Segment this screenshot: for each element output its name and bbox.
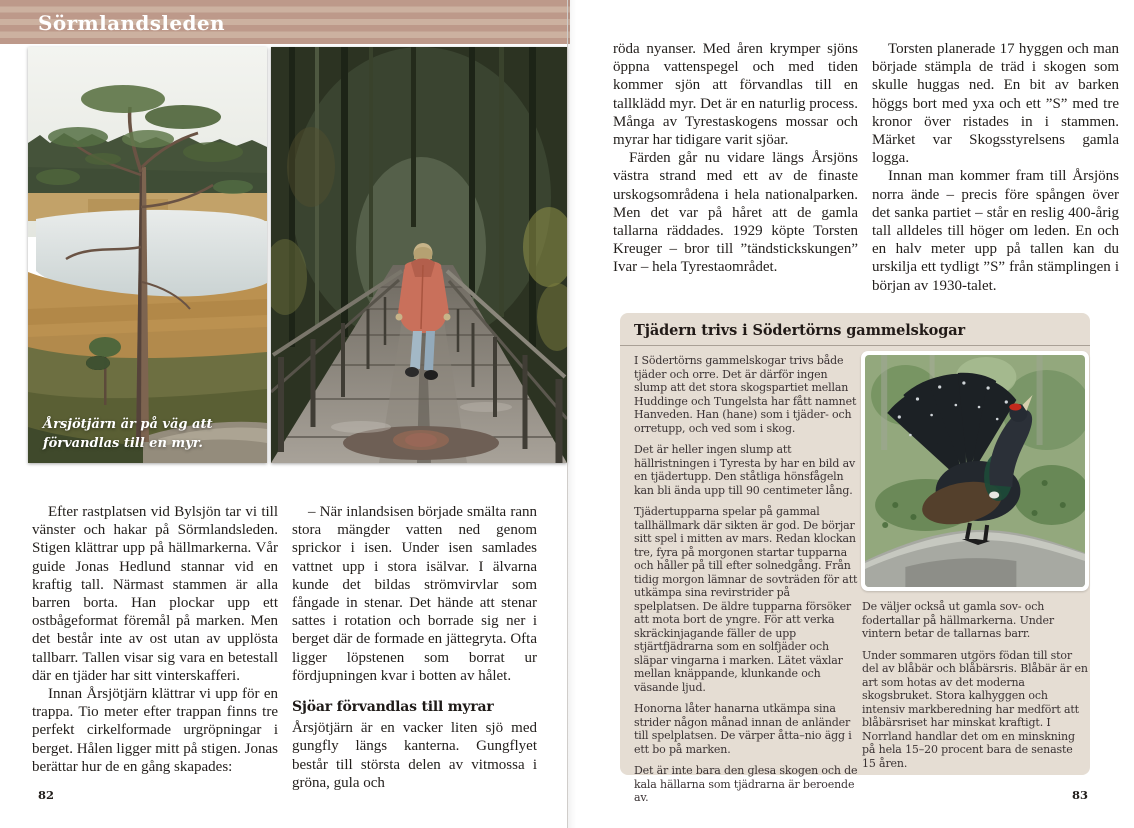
paragraph: röda nyanser. Med åren krymper sjöns öppna vattenspegel och med tiden kommer sjön att förvandlas till en tallklädd myr. Det är en naturlig process. Många av Tyrestaskogens mossar och myrar har tidigare varit sjöar. bbox=[613, 41, 858, 149]
paragraph: Honorna låter hanarna utkämpa sina strider någon månad innan de anländer till spelplatsen. De värper åtta–nio ägg i ett bo på marken. bbox=[634, 702, 852, 756]
section-subheading: Sjöar förvandlas till myrar bbox=[292, 699, 494, 716]
fact-box-column-1 bbox=[634, 354, 858, 813]
fact-box-title: Tjädern trivs i Södertörns gammelskogar bbox=[634, 322, 966, 339]
paragraph: De väljer också ut gamla sov- och fodertallar på hällmarkerna. Under vintern betar de tallarnas barr. bbox=[862, 600, 1054, 640]
paragraph: Tjädertupparna spelar på gammal tallhällmark där sikten är god. De börjar sitt spel i mitten av mars. Redan klockan tre, fyra på morgonen startar tupparna och håller på till efter solnedgång. Från tidig morgon lämnar de sovträden för att utkämpa sina revirstrider på spelplatsen. De äldre tupparna försöker att mota bort de yngre. För att verka skräckinjagande fäller de upp stjärtfjädrarna som en solfjäder och släpar vingarna i marken. Lätet växlar mellan knäppande, klunkande och väsande ljud. bbox=[634, 505, 858, 694]
chapter-header-bar bbox=[0, 0, 570, 44]
fact-box-header bbox=[620, 313, 1090, 346]
right-page-column-2 bbox=[872, 40, 1119, 295]
paragraph: Innan Årsjötjärn klättrar vi upp för en trappa. Tio meter efter trappan finns tre perfekt cirkelformade urgröpningar i berget. Hålen ligger mitt på stigen. Jonas berättar hur de en gång skapades: bbox=[32, 686, 278, 775]
chapter-title: Sörmlandsleden bbox=[38, 11, 225, 35]
paragraph: Innan man kommer fram till Årsjöns norra ände – precis före spången över det sanka partiet – står en reslig 400-årig tall alldeles till höger om leden. En och en halv meter upp på tallen kan du urskilja ett tydligt ”S” från stämplingen i början av 1930-talet. bbox=[872, 168, 1119, 294]
fact-box-column-2 bbox=[862, 600, 1088, 778]
lake-photo-art bbox=[28, 47, 267, 463]
capercaillie-photo-art bbox=[865, 355, 1085, 587]
left-page-column-1 bbox=[32, 503, 278, 776]
lake-photo-caption: Årsjötjärn är på väg att förvandlas till en myr. bbox=[43, 417, 213, 451]
boardwalk-photo bbox=[271, 47, 567, 463]
page-number-left: 82 bbox=[38, 788, 55, 802]
paragraph: Torsten planerade 17 hyggen och man började stämpla de träd i skogen som skulle huggas ned. En bit av barken höggs bort med yxa och ett ”S” med tre kronor över ristades in i stammen. Märket var Skogsstyrelsens gamla logga. bbox=[872, 41, 1119, 167]
paragraph: Färden går nu vidare längs Årsjöns västra strand med ett av de finaste urskogsområdena i hela nationalparken. Men det var på håret att de gamla tallarna räddades. 1929 köpte Torsten Kreuger – bror till ”tändstickskungen” Ivar – hela Tyrestaområdet. bbox=[613, 150, 858, 276]
right-page-column-1 bbox=[613, 40, 858, 277]
paragraph: Det är heller ingen slump att hällristningen i Tyresta by har en bild av en tjädertupp. Den ståtliga hönsfågeln kan bli ända upp till 90 centimeter lång. bbox=[634, 443, 856, 497]
paragraph: Årsjötjärn är en vacker liten sjö med gungfly längs kanterna. Gungflyet består till största delen av vitmossa i gröna, gula och bbox=[292, 720, 537, 791]
paragraph: Efter rastplatsen vid Bylsjön tar vi till vänster och hakar på Sörmlandsleden. Stigen klättrar upp på hällmarkerna. Vår guide Jonas Hedlund stannar vid en kraftig tall. Närmast stammen är alla barren borta. Han plockar upp ett ostbågeformat föremål på marken. Men det består inte av ost utan av upplösta tallbarr. Tallen visar sig vara en betestall där en tjäder har sitt vinterskafferi. bbox=[32, 504, 278, 684]
paragraph: Det är inte bara den glesa skogen och de kala hällarna som tjädrarna är beroende av. bbox=[634, 764, 858, 804]
boardwalk-photo-art bbox=[271, 47, 567, 463]
capercaillie-photo bbox=[861, 351, 1089, 591]
lake-photo bbox=[28, 47, 267, 463]
paragraph: I Södertörns gammelskogar trivs både tjäder och orre. Det är därför ingen slump att det stora skogspartiet mellan Huddinge och Tungelsta har fått namnet Hanveden. Han (hane) som i tjäder- och orretupp, och ved som i skog. bbox=[634, 354, 857, 435]
paragraph: Under sommaren utgörs födan till stor del av blåbär och blåbärsris. Blåbär är en art som hotas av det moderna skogsbruket. Stora kalhyggen och intensiv markberedning har medfört att blåbärsriset har minskat kraftigt. I Norrland handlar det om en minskning på hela 15–20 procent bara de senaste 15 åren. bbox=[862, 648, 1088, 770]
page-number-right: 83 bbox=[1072, 788, 1089, 802]
paragraph: – När inlandsisen började smälta rann stora mängder vatten ned genom sprickor i isen. Under isen samlades vattnet upp i stora isälvar. I älvarna kunde det bildas strömvirvlar som fångade in stenar. Det hände att stenar sattes i rotation och borrade sig ner i berget där de formade en jättegryta. Ofta ligger löpstenen som borrat ur fördjupningen kvar i botten av hålet. bbox=[292, 504, 537, 684]
page-gutter-shadow bbox=[568, 0, 576, 828]
left-page-column-2 bbox=[292, 503, 537, 792]
